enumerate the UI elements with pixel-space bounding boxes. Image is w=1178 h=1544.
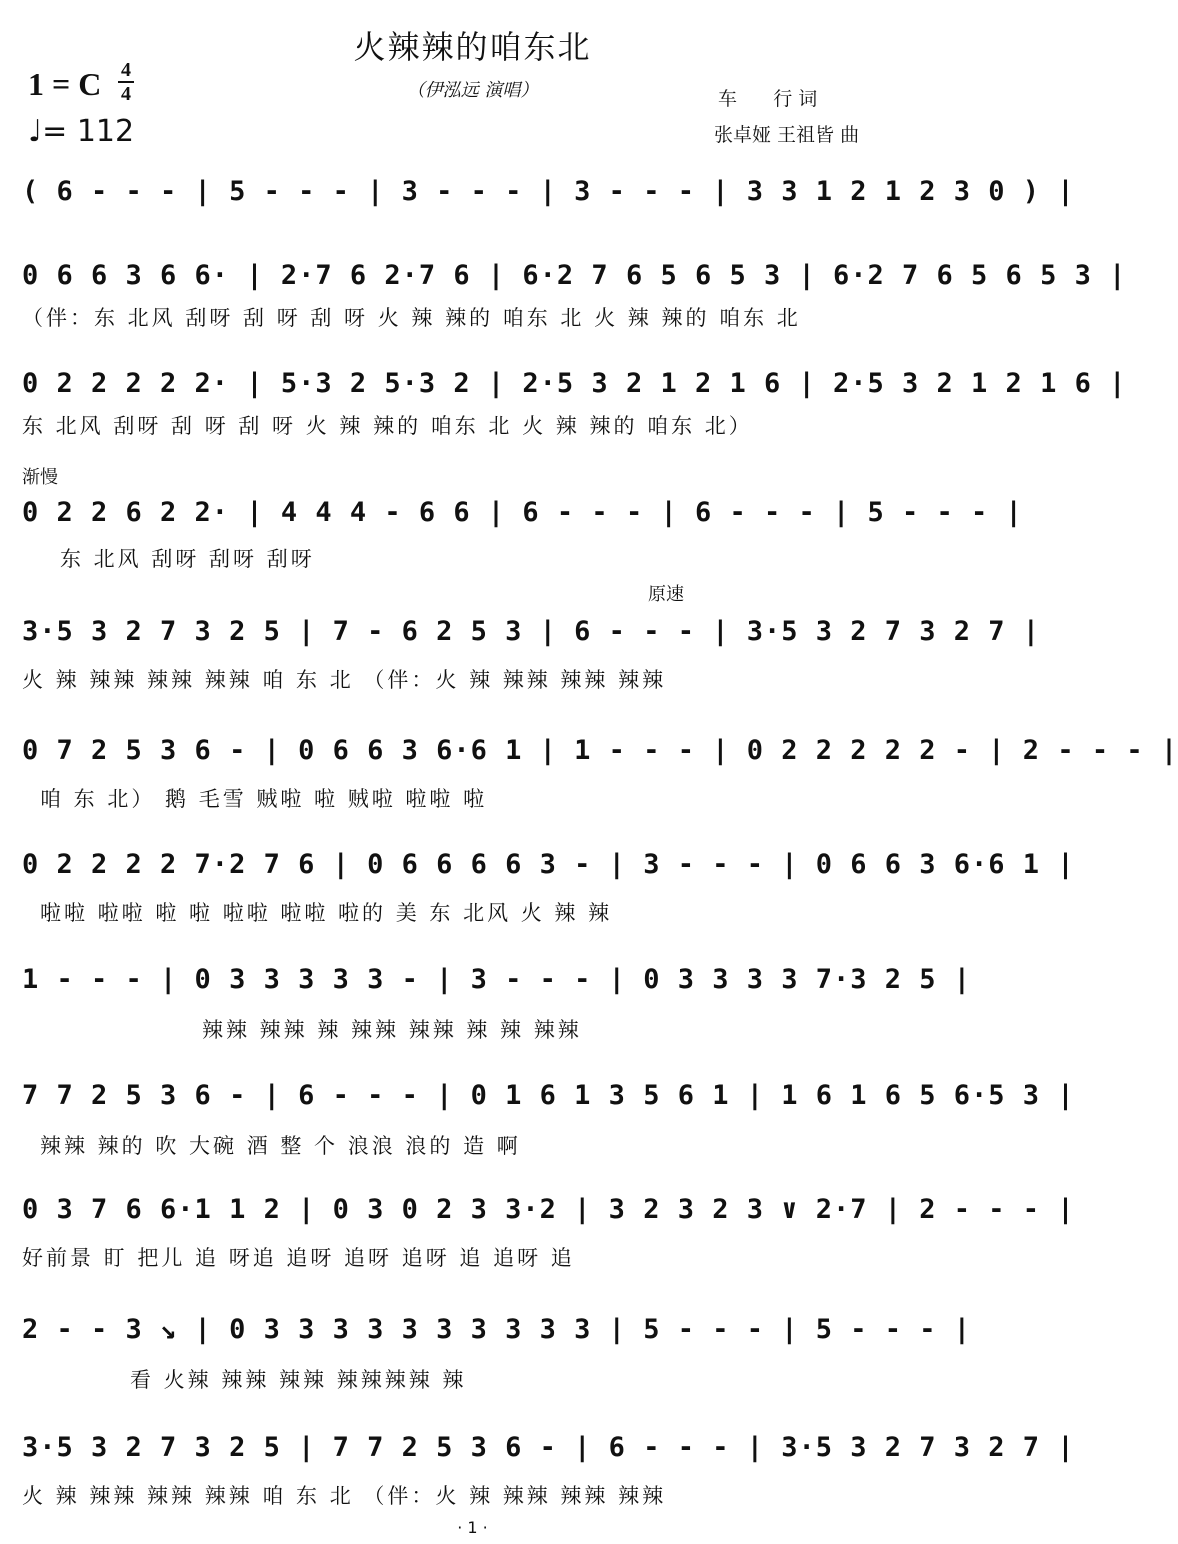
score-system bbox=[22, 1432, 1075, 1512]
song-title: 火辣辣的咱东北 bbox=[353, 28, 592, 66]
notation-line: 7 7 2 5 3 6 - | 6 - - - | 0 1 6 1 3 5 6 1 | 1 6 1 6 5 6·5 3 | bbox=[22, 1080, 1075, 1111]
score-system bbox=[22, 1314, 972, 1394]
tempo-change-mark: 原速 bbox=[648, 584, 684, 605]
key-signature: 1 = C bbox=[28, 66, 102, 102]
notation-line: 0 2 2 2 2 2· | 5·3 2 5·3 2 | 2·5 3 2 1 2 1 6 | 2·5 3 2 1 2 1 6 | bbox=[22, 368, 1127, 399]
notation-line: 0 7 2 5 3 6 - | 0 6 6 3 6·6 1 | 1 - - - | 0 2 2 2 2 2 - | 2 - - - | bbox=[22, 735, 1178, 766]
score-system bbox=[22, 849, 1075, 929]
composer-credit: 张卓娅 王祖皆 曲 bbox=[714, 124, 860, 146]
tempo-marking: ♩= 112 bbox=[28, 114, 135, 149]
time-signature bbox=[118, 60, 134, 104]
lyric-line: （伴：东 北风 刮呀 刮 呀 刮 呀 火 辣 辣的 咱东 北 火 辣 辣的 咱东 北 bbox=[22, 306, 801, 330]
lyric-line: 辣辣 辣的 吹 大碗 酒 整 个 浪浪 浪的 造 啊 bbox=[40, 1134, 521, 1158]
lyric-line: 看 火辣 辣辣 辣辣 辣辣辣辣 辣 bbox=[130, 1368, 467, 1392]
performer-subtitle: （伊泓远 演唱） bbox=[406, 80, 539, 101]
lyricist-credit: 车 行 词 bbox=[718, 88, 818, 110]
lyric-line: 辣辣 辣辣 辣 辣辣 辣辣 辣 辣 辣辣 bbox=[202, 1018, 582, 1042]
score-system bbox=[22, 964, 972, 1044]
lyric-line: 火 辣 辣辣 辣辣 辣辣 咱 东 北 （伴：火 辣 辣辣 辣辣 辣辣 bbox=[22, 668, 667, 692]
score-system bbox=[22, 1080, 1075, 1160]
page-number: · 1 · bbox=[457, 1518, 488, 1537]
time-signature-top: 4 bbox=[121, 59, 131, 81]
notation-line: ( 6 - - - | 5 - - - | 3 - - - | 3 - - - | 3 3 1 2 1 2 3 0 ) | bbox=[22, 176, 1075, 207]
lyric-line: 好前景 盯 把儿 追 呀追 追呀 追呀 追呀 追 追呀 追 bbox=[22, 1246, 575, 1270]
notation-line: 1 - - - | 0 3 3 3 3 3 - | 3 - - - | 0 3 3 3 3 7·3 2 5 | bbox=[22, 964, 972, 995]
lyric-line: 咱 东 北） 鹅 毛雪 贼啦 啦 贼啦 啦啦 啦 bbox=[40, 787, 488, 811]
notation-line: 3·5 3 2 7 3 2 5 | 7 7 2 5 3 6 - | 6 - - - | 3·5 3 2 7 3 2 7 | bbox=[22, 1432, 1075, 1463]
lyric-line: 东 北风 刮呀 刮 呀 刮 呀 火 辣 辣的 咱东 北 火 辣 辣的 咱东 北） bbox=[22, 414, 753, 438]
lyric-line: 啦啦 啦啦 啦 啦 啦啦 啦啦 啦的 美 东 北风 火 辣 辣 bbox=[40, 901, 613, 925]
notation-line: 0 2 2 2 2 7·2 7 6 | 0 6 6 6 6 3 - | 3 - - - | 0 6 6 3 6·6 1 | bbox=[22, 849, 1075, 880]
score-system bbox=[22, 467, 1023, 577]
score-system bbox=[22, 1194, 1075, 1274]
lyric-line: 火 辣 辣辣 辣辣 辣辣 咱 东 北 （伴：火 辣 辣辣 辣辣 辣辣 bbox=[22, 1484, 667, 1508]
score-system bbox=[22, 368, 1127, 448]
score-system bbox=[22, 735, 1178, 815]
lyric-line: 东 北风 刮呀 刮呀 刮呀 bbox=[60, 547, 315, 571]
notation-line: 0 3 7 6 6·1 1 2 | 0 3 0 2 3 3·2 | 3 2 3 2 3 ∨ 2·7 | 2 - - - | bbox=[22, 1194, 1075, 1225]
tempo-change-mark: 渐慢 bbox=[22, 467, 58, 488]
notation-line: 3·5 3 2 7 3 2 5 | 7 - 6 2 5 3 | 6 - - - | 3·5 3 2 7 3 2 7 | bbox=[22, 616, 1041, 647]
notation-line: 2 - - 3 ↘ | 0 3 3 3 3 3 3 3 3 3 3 | 5 - - - | 5 - - - | bbox=[22, 1314, 972, 1345]
notation-line: 0 6 6 3 6 6· | 2·7 6 2·7 6 | 6·2 7 6 5 6 5 3 | 6·2 7 6 5 6 5 3 | bbox=[22, 260, 1127, 291]
time-signature-bottom: 4 bbox=[121, 83, 131, 105]
score-system bbox=[22, 584, 1041, 696]
score-system bbox=[22, 260, 1127, 340]
score-system bbox=[22, 176, 1075, 236]
notation-line: 0 2 2 6 2 2· | 4 4 4 - 6 6 | 6 - - - | 6 - - - | 5 - - - | bbox=[22, 497, 1023, 528]
